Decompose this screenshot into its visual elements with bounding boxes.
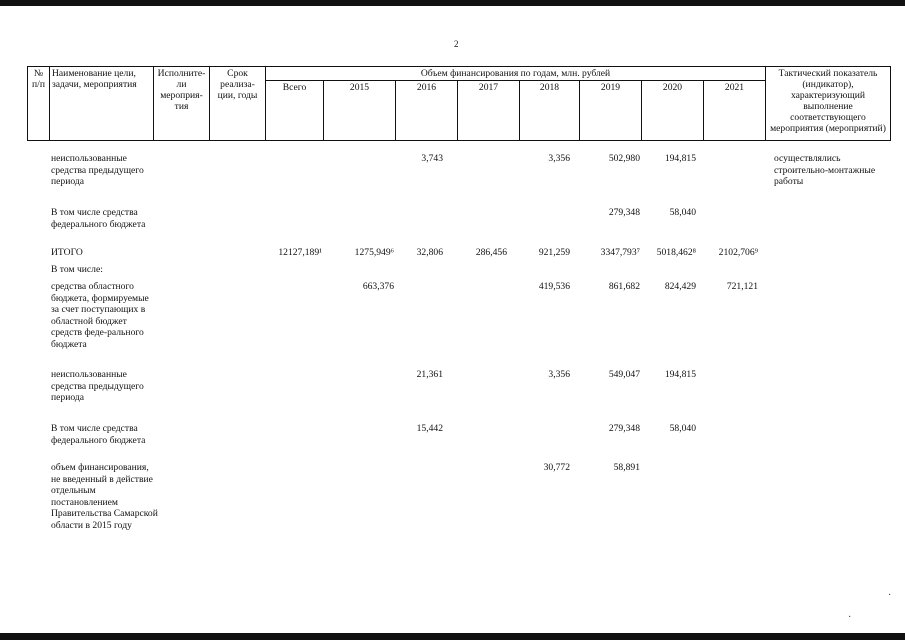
header-executor: Исполните-ли мероприя-тия: [154, 67, 210, 141]
cell-2020: 194,815: [664, 153, 696, 164]
cell-2020: 5018,462⁸: [656, 247, 696, 258]
row-name: объем финансирования, не введенный в действие отдельным постановлением Правительства Самарской области в 2015 году: [51, 462, 158, 531]
row-name: В том числе:: [51, 264, 103, 275]
cell-2016: 3,743: [421, 153, 443, 164]
cell-2016: 21,361: [416, 369, 443, 380]
cell-2020: 194,815: [664, 369, 696, 380]
bottom-scan-border: [0, 633, 905, 640]
cell-2021: 721,121: [726, 281, 758, 292]
cell-2019: 279,348: [608, 207, 640, 218]
cell-2020: 58,040: [669, 423, 696, 434]
cell-2015: 663,376: [362, 281, 394, 292]
header-indicator: Тактический показатель (индикатор), характеризующий выполнение соответствующего мероприятия (мероприятий): [766, 67, 891, 141]
cell-2019: 502,980: [608, 153, 640, 164]
header-year: 2017: [458, 81, 520, 141]
cell-2018: 3,356: [548, 153, 570, 164]
header-term: Срок реализа-ции, годы: [210, 67, 266, 141]
cell-total: 12127,189¹: [278, 247, 322, 258]
header-year: 2015: [324, 81, 396, 141]
cell-2019: 279,348: [608, 423, 640, 434]
header-total: Всего: [266, 81, 324, 141]
header-year: 2018: [520, 81, 580, 141]
cell-2018: 30,772: [543, 462, 570, 473]
row-name: В том числе средства федерального бюджета: [51, 207, 146, 230]
cell-2019: 861,682: [608, 281, 640, 292]
header-num: № п/п: [28, 67, 50, 141]
cell-2018: 419,536: [538, 281, 570, 292]
header-year: 2021: [704, 81, 766, 141]
row-indicator: осуществлялись строительно-монтажные работы: [774, 153, 876, 188]
header-year: 2016: [396, 81, 458, 141]
row-name: В том числе средства федерального бюджета: [51, 423, 146, 446]
scan-speck: ·: [848, 612, 852, 623]
page-number: 2: [454, 39, 459, 49]
row-name: неиспользованные средства предыдущего периода: [51, 153, 144, 188]
cell-2015: 1275,949⁶: [354, 247, 394, 258]
cell-2020: 824,429: [664, 281, 696, 292]
cell-2019: 3347,793⁷: [600, 247, 640, 258]
header-table: [27, 66, 891, 141]
row-name: неиспользованные средства предыдущего периода: [51, 369, 144, 404]
cell-2018: 3,356: [548, 369, 570, 380]
cell-2020: 58,040: [669, 207, 696, 218]
cell-2016: 32,806: [416, 247, 443, 258]
header-funding: Объем финансирования по годам, млн. рублей: [266, 67, 766, 81]
top-scan-border: [0, 0, 905, 6]
header-year: 2020: [642, 81, 704, 141]
cell-2017: 286,456: [475, 247, 507, 258]
scan-speck: ·: [888, 590, 892, 601]
cell-2018: 921,259: [538, 247, 570, 258]
cell-2021: 2102,706⁹: [718, 247, 758, 258]
cell-2019: 58,891: [613, 462, 640, 473]
row-name: средства областного бюджета, формируемые за счет поступающих в областной бюджет средств феде-рального бюджета: [51, 281, 149, 350]
cell-2016: 15,442: [416, 423, 443, 434]
cell-2019: 549,047: [608, 369, 640, 380]
row-name: ИТОГО: [51, 247, 83, 258]
header-name: Наименование цели, задачи, мероприятия: [50, 67, 154, 141]
header-year: 2019: [580, 81, 642, 141]
